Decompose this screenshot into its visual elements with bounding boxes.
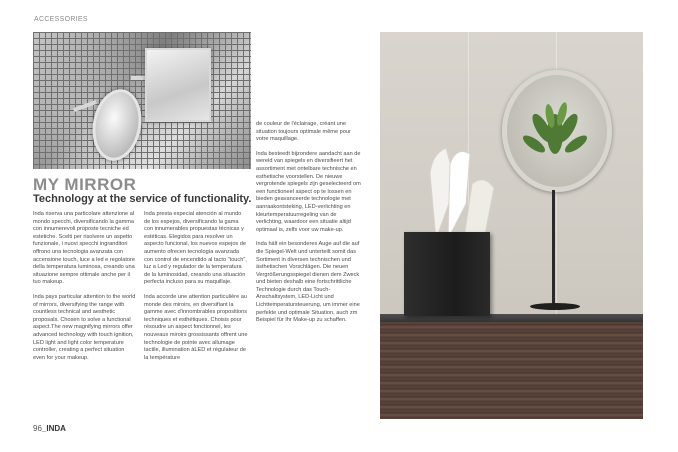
page-number: 96 <box>33 424 42 433</box>
text-column-2 <box>144 211 248 369</box>
paragraph-italian: Inda riserva una particolare attenzione al mondo specchi, diversificando la gamma con innumerevoli proposte tecniche ed estetiche. Scelti per risolvere un aspetto funzionale, i nuovi specchi ingranditori offrono una tecnologia avanzata con accensione touch, luce a led e regolatore della temperatura luminosa, creando una situazione sempre ottimale anche per il tuo makeup. <box>33 211 135 286</box>
paragraph-english: Inda pays particular attention to the world of mirrors, diversifying the range with countless technical and aesthetic proposals. Chosen to solve a functional aspect.The new magnifying mirrors offer advanced technology with touch ignition, LED light and light color temperature controller, creating a perfect situation even for your makeup. <box>33 293 136 361</box>
mirrors-on-tile-photo <box>33 32 251 169</box>
tissue-icon <box>426 144 496 242</box>
paragraph-french-continued: de couleur de l'éclairage, créant une situation toujours optimale même pour votre maquillage. <box>256 121 351 143</box>
product-photo <box>380 32 643 419</box>
page-footer <box>33 424 66 433</box>
section-label: ACCESSORIES <box>34 16 88 23</box>
rectangular-mirror <box>145 48 211 122</box>
paragraph-french: Inda accorde une attention particulière au monde des miroirs, en diversifiant la gamme avec d'innombrables propositions techniques et esthétiques. Choisis pour résoudre un aspect fonctionnel, les nouveaux miroirs grossissants offrent une technologie de pointe avec allumage tactile, illumination àLED et régulateur de la température <box>144 293 248 361</box>
mirror-stand <box>552 190 555 308</box>
text-column-1 <box>33 211 137 369</box>
page-title: MY MIRROR <box>33 175 137 194</box>
page-subtitle: Technology at the service of functionality. <box>33 193 252 205</box>
text-column-3 <box>256 121 364 332</box>
paragraph-german: Inda hält ein besonderes Auge auf die auf die Spiegel-Welt und unterteilt somit das Sortiment in diversen technischen und ästhetischen Vorschlägen. Die neuen Vergrößerungsspiegel dienen dem Zweck und bieten deshalb eine fortschrittliche Technologie durch das Touch-Anschaltsystem, LED-Licht und Lichttemperatursteuerung, um immer eine perfekte und optimale Situation, auch zm Beispiel für Ihr Make-up zu schaffen. <box>256 241 360 324</box>
wood-cabinet <box>380 322 643 419</box>
brand-name: _INDA <box>41 424 66 433</box>
tissue-box <box>404 232 490 316</box>
mirror-base <box>530 303 580 310</box>
paragraph-dutch: Inda besteedt bijzondere aandacht aan de wereld van spiegels en diversifieert het assortiment met ontelbare technische en esthetische voorstellen. De nieuwe vergrotende spiegels zijn geselecteerd om een functioneel aspect op te lossen en bieden geavanceerde technologie met aanraakontsteking, LED-verlichting en kleurtemperatuurregeling van de verlichting, waardoor een situatie altijd optimaal is, zelfs voor uw make-up. <box>256 150 361 233</box>
plant-icon <box>520 94 590 170</box>
paragraph-spanish: Inda presta especial atención al mundo de los espejos, diversificando la gama con innumerables propuestas técnicas y estéticas. Elegidos para resolver un aspecto funcional, los nuevos espejos de aumento ofrecen tecnología avanzada con control de encendido al tacto "touch", luz a Led y regulador de la temperatura de la luminosidad, creando una situación perfecta incluso para su maquillaje. <box>144 211 247 286</box>
